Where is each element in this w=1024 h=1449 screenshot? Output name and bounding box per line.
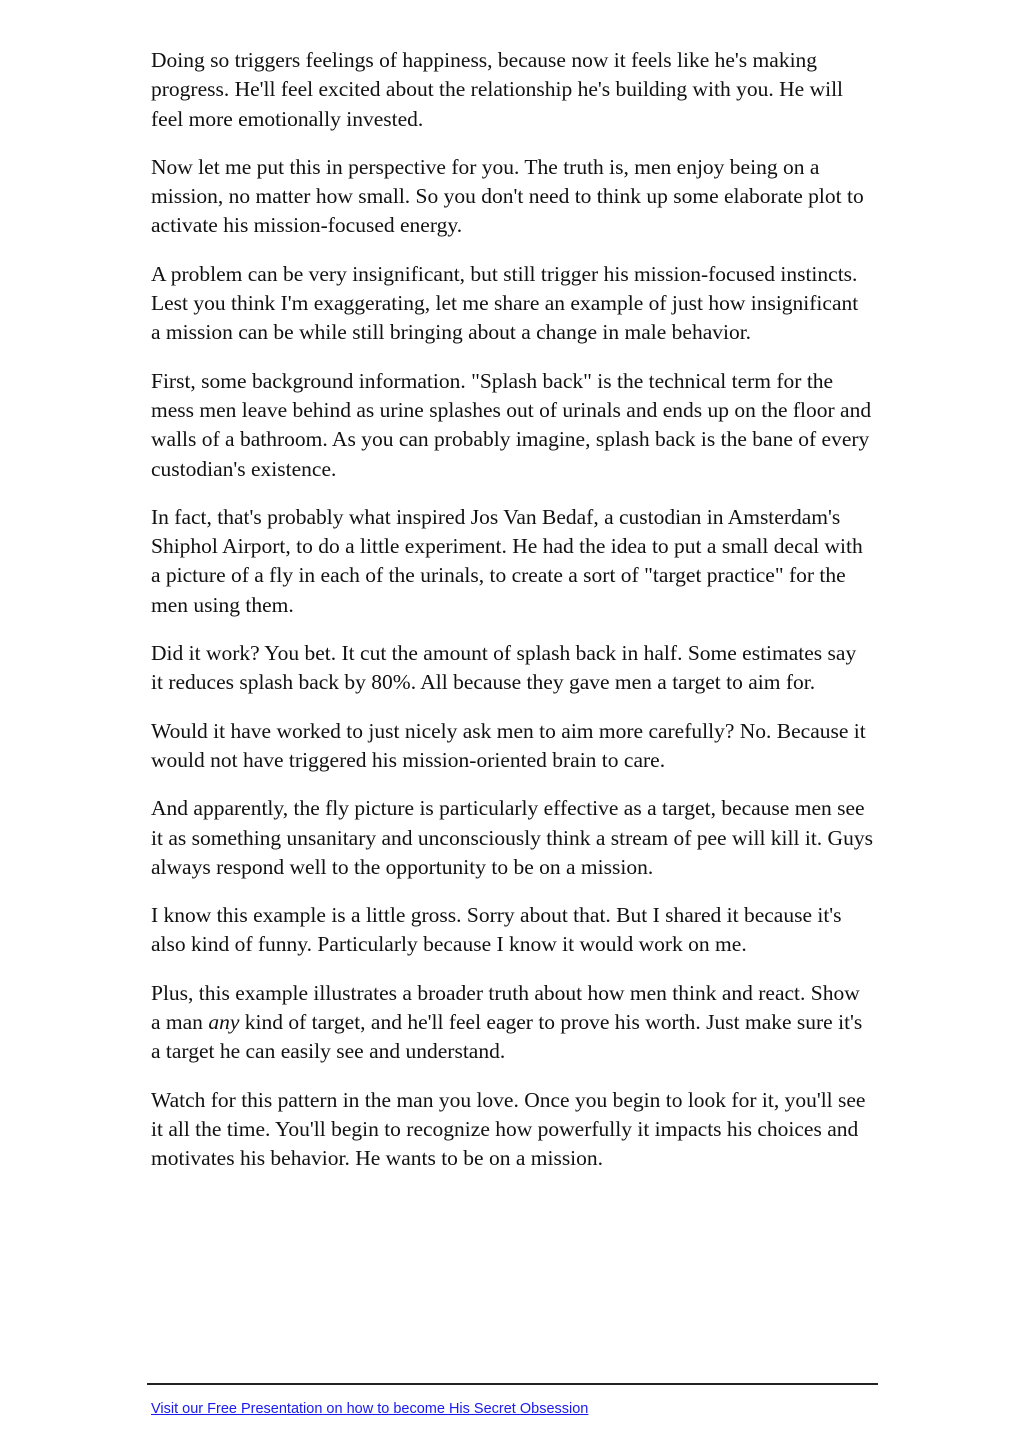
paragraph: Did it work? You bet. It cut the amount of splash back in half. Some estimates say it reduces splash back by 80%. All because they gave men a target to aim for. (151, 641, 857, 695)
emphasis-text: any (208, 1010, 240, 1035)
paragraph: Watch for this pattern in the man you love. Once you begin to look for it, you'll see it all the time. You'll begin to recognize how powerfully it impacts his choices and motivates his behavior. He wants to be on a mission. (151, 1087, 866, 1171)
paragraph: And apparently, the fly picture is particularly effective as a target, because men see it as something unsanitary and unconsciously think a stream of pee will kill it. Guys always respond well to the opportunity to be on a mission. (151, 796, 873, 879)
article-body (151, 46, 873, 1193)
footer-presentation-link[interactable]: Visit our Free Presentation on how to become His Secret Obsession (151, 1401, 589, 1417)
paragraph: In fact, that's probably what inspired Jos Van Bedaf, a custodian in Amsterdam's Shiphol Airport, to do a little experiment. He had the idea to put a small decal with a picture of a fly in each of the urinals, to create a sort of "target practice" for the men using them. (151, 504, 863, 617)
paragraph: Now let me put this in perspective for you. The truth is, men enjoy being on a mission, no matter how small. So you don't need to think up some elaborate plot to activate his mission-focused energy. (151, 154, 864, 238)
paragraph (151, 979, 873, 1067)
footer-divider (147, 1383, 878, 1385)
paragraph: I know this example is a little gross. Sorry about that. But I shared it because it's also kind of funny. Particularly because I know it would work on me. (151, 903, 842, 957)
paragraph: A problem can be very insignificant, but still trigger his mission-focused instincts. Lest you think I'm exaggerating, let me share an example of just how insignificant a mission can be while still bringing about a change in male behavior. (151, 261, 859, 345)
paragraph: Would it have worked to just nicely ask men to aim more carefully? No. Because it would not have triggered his mission-oriented brain to care. (151, 718, 866, 772)
paragraph: First, some background information. "Splash back" is the technical term for the mess men leave behind as urine splashes out of urinals and ends up on the floor and walls of a bathroom. As you can probably imagine, splash back is the bane of every custodian's existence. (151, 368, 872, 481)
paragraph: Doing so triggers feelings of happiness, because now it feels like he's making progress. He'll feel excited about the relationship he's building with you. He will feel more emotionally invested. (151, 48, 844, 131)
paragraph-text: kind of target, and he'll feel eager to prove his worth. Just make sure it's a target he can easily see and understand. (151, 1010, 863, 1064)
paragraph-text: Plus, this example illustrates a broader truth about how men think and react. Show a man (151, 980, 860, 1035)
